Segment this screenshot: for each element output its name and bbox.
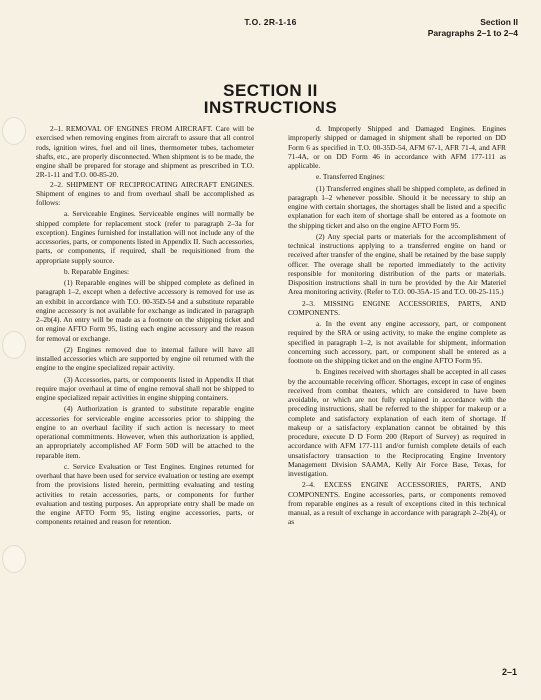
paragraph-2-2b1: (1) Reparable engines will be shipped complete as defined in paragraph 1–2, except when a defective accessory is removed for use as an exhibit in accordance with T.O. 00-35D-54 and a substitute reparable engine accessory is not available for exchange as indicated in paragraph 2–2b(4). An entry will be made as a footnote on the shipping ticket and on engine AFTO Form 95, listing each engine accessory and the reason for removal or exchange. — [36, 278, 254, 343]
doc-number: T.O. 2R-1-16 — [244, 17, 297, 27]
paragraph-2-3: 2–3. MISSING ENGINE ACCESSORIES, PARTS, AND COMPONENTS. — [288, 298, 506, 317]
binder-hole — [2, 117, 26, 145]
paragraph-2-2b2: (2) Engines removed due to internal failure will have all installed accessories which are supported by engine oil returned with the engine to the engine specialized repair activity. — [36, 344, 254, 373]
paragraph-2-2e2: (2) Any special parts or materials for the accomplishment of technical instructions applying to a transferred engine on hand or received after transfer of the engine, shall be retained by the base supply officer. The overage shall be reported immediately to the activity responsible for monitoring distribution of the parts or materials. Disposition instructions shall in turn be provided by the Air Materiel Area monitoring activity. (Refer to T.O. 00-35A-15 and T.O. 00-25-115.) — [288, 231, 506, 297]
paragraph-2-3b: b. Engines received with shortages shall be accepted in all cases by the accountable receiving officer. Shortages, except in case of engines received from combat theaters, which are considered to have been avoidable, or which are not fully explained in accordance with the preceding instructions, shall be referred to the shipper for makeup or a complete and satisfactory explanation of each item of shortage. If makeup or a satisfactory explanation cannot be obtained by this procedure, execute D D Form 200 (Report of Survey) as required in accordance with AFM 177-111 and/or furnish complete details of each unsatisfactory transaction to the Reciprocating Engine Inventory Management Division SAAMA, Kelly Air Force Base, Texas, for investigation. — [288, 367, 506, 478]
paragraph-2-2e1: (1) Transferred engines shall be shipped complete, as defined in paragraph 1–2 whenever possible. Should it be necessary to ship an engine with certain shortages, the shortages shall be listed and a specific explanation for each item of shortage shall be entered as a footnote on the shipping ticket and also on the engine AFTO Form 95. — [288, 183, 506, 230]
paragraph-2-2: 2–2. SHIPMENT OF RECIPROCATING AIRCRAFT ENGINES. Shipment of engines to and from overhaul shall be accomplished as follows: — [36, 179, 254, 207]
section-subtitle: INSTRUCTIONS — [203, 98, 338, 117]
paragraph-2-3a: a. In the event any engine accessory, part, or component required by the SRA or using activity, to make the engine complete as specified in paragraph 1–2, is not available for shipment, information concerning such accessory, part, or component shall be entered as a footnote on the shipping ticket and on the engine AFTO Form 95. — [288, 319, 506, 365]
paragraph-2-2a: a. Serviceable Engines. Serviceable engines will normally be shipped complete for replacement stock (refer to paragraph 2–3a for exception). Engines furnished for installation will not include any of the accessories, parts, or components listed in Appendix II. Such accessories, parts, or components, if required, shall be requisitioned from the appropriate supply source. — [36, 209, 254, 265]
section-label: Section II — [480, 17, 518, 27]
left-column — [36, 124, 254, 527]
paragraph-2-2d: d. Improperly Shipped and Damaged Engines. Engines improperly shipped or damaged in shipment shall be reported on DD Form 6 as specified in T.O. 00-35D-54, AFM 67-1, AFR 71-4, and AFR 71-4A, or on DD Form 46 in accordance with AFM 177-111 as applicable. — [288, 124, 506, 170]
paragraph-2-2c: c. Service Evaluation or Test Engines. Engines returned for overhaul that have been used for service evaluation or testing are exempt from the provisions listed herein, permitting evaluating and testing activities to retain accessories, parts, or components for further evaluation and testing purposes. An appropriate entry shall be made on the engine AFTO Form 95, listing engine accessories, parts, or components retained and reason for retention. — [36, 461, 254, 527]
running-header — [428, 17, 518, 39]
page-number: 2–1 — [501, 667, 517, 677]
section-title: SECTION II — [223, 81, 318, 100]
paragraph-2-4: 2–4. EXCESS ENGINE ACCESSORIES, PARTS, AND COMPONENTS. Engine accessories, parts, or components removed from reparable engines as a result of exceptions cited in this technical manual, as a result of exchange in accordance with paragraph 2–2b(4), or as — [288, 480, 506, 527]
right-column — [288, 124, 506, 527]
binder-hole — [2, 545, 26, 573]
binder-hole — [2, 331, 26, 359]
paragraph-range: Paragraphs 2–1 to 2–4 — [427, 28, 518, 38]
paragraph-2-1: 2–1. REMOVAL OF ENGINES FROM AIRCRAFT. Care will be exercised when removing engines from aircraft to assure that all control rods, ignition wires, fuel and oil lines, thermometer tubes, tachometer shafts, etc., are properly disconnected. When shipment is to be made, the engine shall be prepared for storage and shipment as prescribed in T.O. 2R-1-11 and T.O. 00-85-20. — [36, 124, 254, 180]
paragraph-2-2b3: (3) Accessories, parts, or components listed in Appendix II that require major overhaul at time of engine removal shall not be shipped to engine specialized repair activities in engine shipping containers. — [36, 374, 254, 402]
paragraph-2-2e: e. Transferred Engines: — [316, 172, 385, 182]
paragraph-2-2b4: (4) Authorization is granted to substitute reparable engine accessories for serviceable engine accessories prior to shipping the engine to an overhaul facility if such action is necessary to meet operational commitments. However, when this authorization is applied, an appropriately accomplished AF Form 50D will be attached to the reparable item. — [36, 404, 254, 460]
paragraph-2-2b: b. Reparable Engines: — [64, 266, 130, 276]
